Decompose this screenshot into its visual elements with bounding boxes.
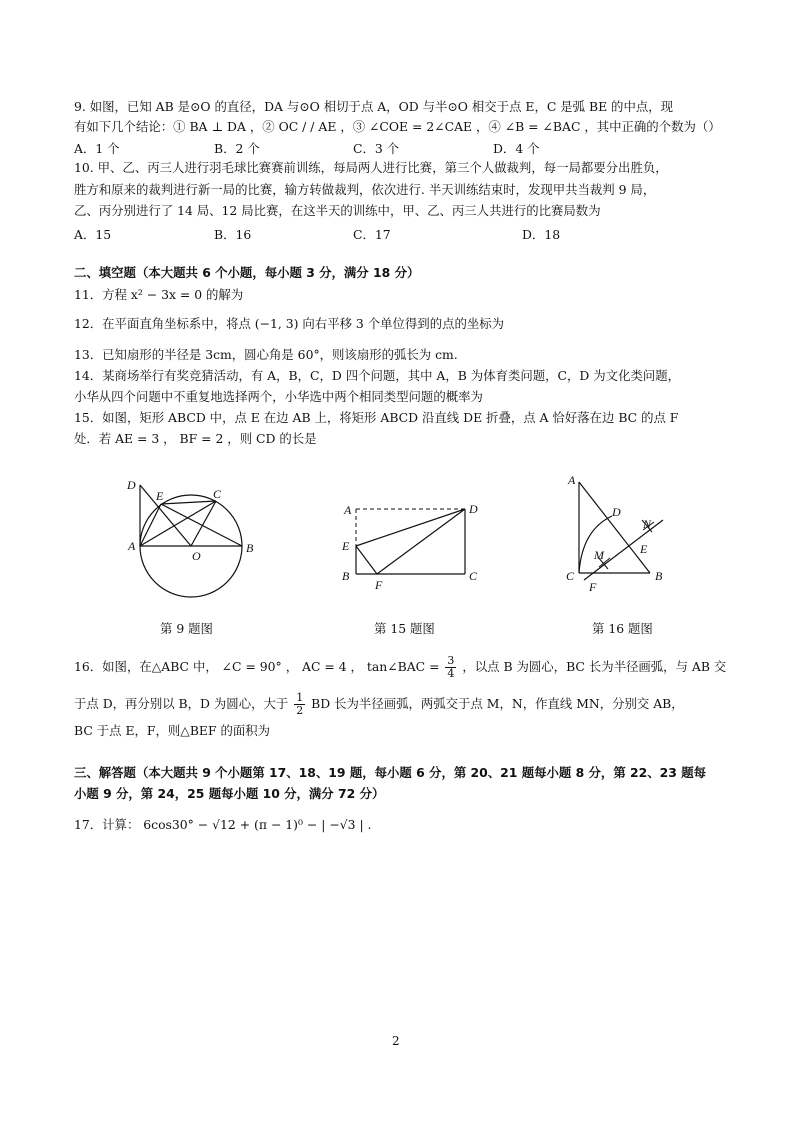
q10-line2: 胜方和原来的裁判进行新一局的比赛，输方转做裁判，依次进行. 半天训练结束时，发现甲共当裁判 9 局， <box>74 182 656 197</box>
q10-option-a: A．15 <box>74 227 112 242</box>
q13-text: 13．已知扇形的半径是 3cm，圆心角是 60°，则该扇形的弧长为 cm. <box>74 347 458 362</box>
figure-15 <box>338 496 488 596</box>
q11-text: 11．方程 x² − 3x = 0 的解为 <box>74 287 244 302</box>
q9-option-c: C．3 个 <box>353 141 400 156</box>
section3-heading-line2: 小题 9 分，第 24，25 题每小题 10 分，满分 72 分） <box>74 786 385 801</box>
q16-line2 <box>74 692 684 717</box>
q16-line1-text-b: ，以点 B 为圆心，BC 长为半径画弧，与 AB 交 <box>462 659 727 674</box>
q9-option-d: D．4 个 <box>493 141 540 156</box>
fig16-label-e: E <box>640 542 648 556</box>
fig15-label-a: A <box>344 503 352 517</box>
fig15-label-c: C <box>469 569 478 583</box>
q9-line2: 有如下几个结论：① BA ⊥ DA ，② OC / / AE ，③ ∠COE = 2∠CAE ，④ ∠B = ∠BAC ，其中正确的个数为（） <box>74 119 721 134</box>
q10-option-c: C．17 <box>353 227 391 242</box>
q15-line1: 15．如图，矩形 ABCD 中，点 E 在边 AB 上，将矩形 ABCD 沿直线 DE 折叠，点 A 恰好落在边 BC 的点 F <box>74 410 679 425</box>
q9-line1: 9. 如图，已知 AB 是⊙O 的直径，DA 与⊙O 相切于点 A，OD 与半⊙O 相交于点 E，C 是弧 BE 的中点，现 <box>74 99 674 114</box>
q16-line1 <box>74 655 726 680</box>
fig9-label-e: E <box>156 489 164 503</box>
fig16-label-c: C <box>566 569 575 583</box>
q10-line1: 10. 甲、乙、丙三人进行羽毛球比赛赛前训练，每局两人进行比赛，第三个人做裁判，每一局都要分出胜负， <box>74 160 668 175</box>
fig15-label-e: E <box>342 539 350 553</box>
figure-9 <box>120 470 270 600</box>
q14-line2: 小华从四个问题中不重复地选择两个，小华选中两个相同类型问题的概率为 <box>74 389 483 404</box>
fig15-label-b: B <box>342 569 350 583</box>
q10-option-b: B．16 <box>214 227 252 242</box>
q10-option-d: D．18 <box>522 227 561 242</box>
q9-option-b: B．2 个 <box>214 141 260 156</box>
q16-half-num: 1 <box>296 691 304 704</box>
section2-heading: 二、填空题（本大题共 6 个小题，每小题 3 分，满分 18 分） <box>74 265 420 280</box>
q15-line2: 处．若 AE = 3 ， BF = 2 ，则 CD 的长是 <box>74 431 317 446</box>
section3-heading-line1: 三、解答题（本大题共 9 个小题第 17、18、19 题，每小题 6 分，第 20、21 题每小题 8 分，第 22、23 题每 <box>74 765 707 780</box>
fig16-label-d: D <box>612 505 621 519</box>
fig16-label-m: M <box>594 548 604 562</box>
q16-half-fraction <box>294 692 305 717</box>
fig9-label-a: A <box>128 539 136 553</box>
fig16-label-b: B <box>655 569 663 583</box>
q14-line1: 14．某商场举行有奖竞猜活动，有 A，B，C，D 四个问题，其中 A，B 为体育类问题，C，D 为文化类问题， <box>74 368 681 383</box>
q10-line3: 乙、丙分别进行了 14 局、12 局比赛，在这半天的训练中，甲、乙、丙三人共进行的比赛局数为 <box>74 203 601 218</box>
page-number: 2 <box>392 1034 400 1048</box>
q17-text: 17．计算： 6cos30° − √12 + (π − 1)⁰ − | −√3 | . <box>74 817 372 832</box>
q12-text: 12．在平面直角坐标系中，将点 (−1, 3) 向右平移 3 个单位得到的点的坐标为 <box>74 316 505 331</box>
fig9-label-c: C <box>213 487 222 501</box>
q16-tan-fraction <box>445 655 456 680</box>
fig15-label-f: F <box>375 578 383 592</box>
q9-option-a: A．1 个 <box>74 141 120 156</box>
q16-half-den: 2 <box>296 704 304 717</box>
fig15-label-d: D <box>469 502 478 516</box>
q16-frac-num: 3 <box>447 654 455 667</box>
fig9-label-b: B <box>246 541 254 555</box>
figure-16 <box>560 470 680 595</box>
fig16-caption: 第 16 题图 <box>592 621 653 636</box>
fig9-label-o: O <box>192 549 201 563</box>
fig9-caption: 第 9 题图 <box>160 621 213 636</box>
fig16-label-f: F <box>589 580 597 594</box>
q16-line3: BC 于点 E，F，则△BEF 的面积为 <box>74 723 271 738</box>
fig16-label-a: A <box>568 473 576 487</box>
fig15-caption: 第 15 题图 <box>374 621 435 636</box>
fig9-label-d: D <box>127 478 136 492</box>
q16-line2-text-a: 于点 D，再分别以 B，D 为圆心，大于 <box>74 696 289 711</box>
q16-line2-text-b: BD 长为半径画弧，两弧交于点 M，N，作直线 MN，分别交 AB， <box>311 696 684 711</box>
q16-frac-den: 4 <box>447 667 455 680</box>
q16-line1-text-a: 16．如图，在△ABC 中， ∠C = 90° ， AC = 4 ， tan∠BAC = <box>74 659 440 674</box>
fig16-label-n: N <box>643 517 652 531</box>
